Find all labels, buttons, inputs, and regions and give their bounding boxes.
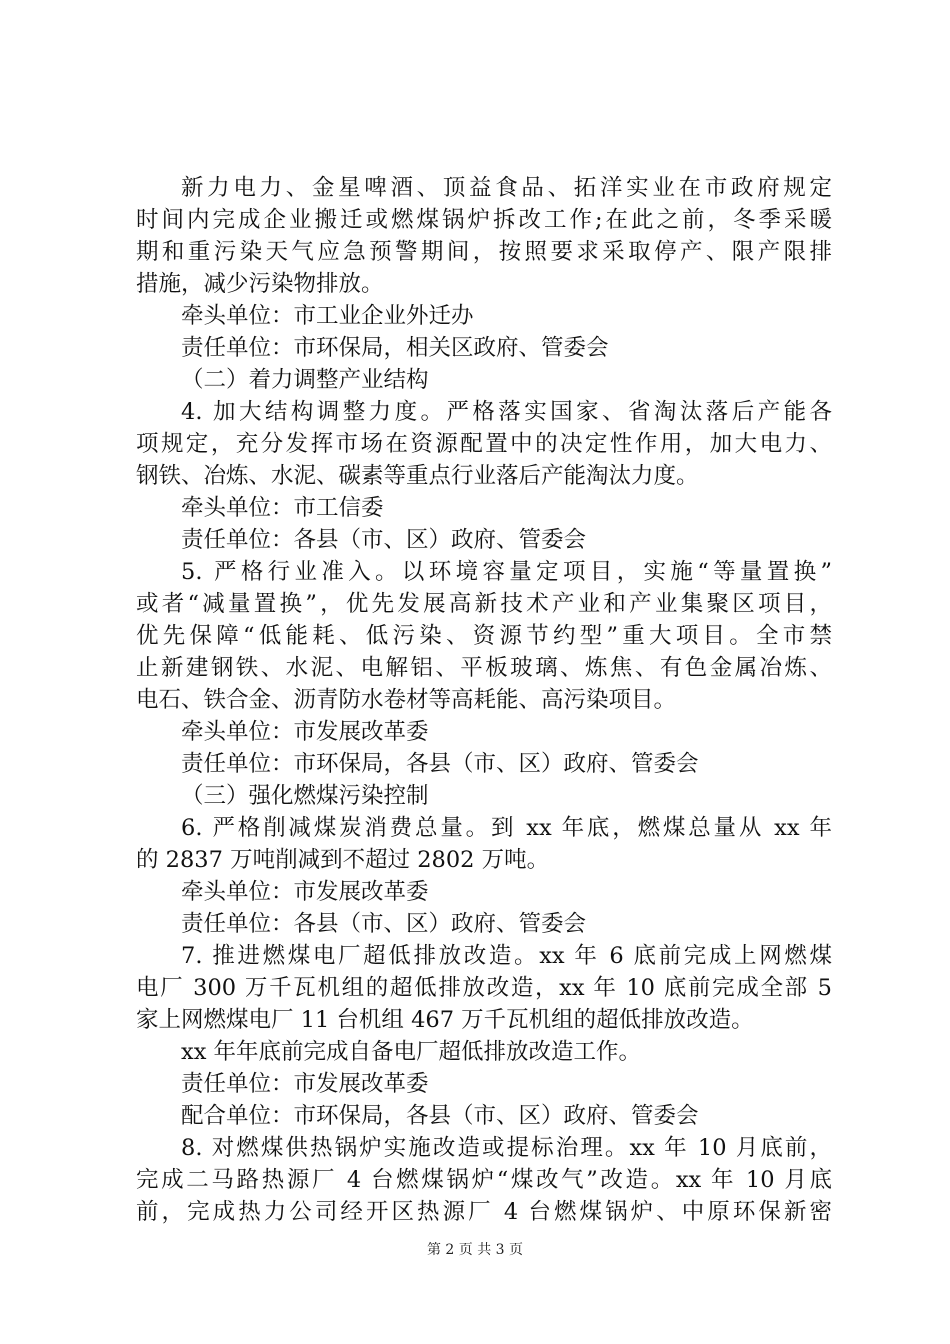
text-line: 家上网燃煤电厂 11 台机组 467 万千瓦机组的超低排放改造。 bbox=[136, 1007, 754, 1033]
text-line: 止新建钢铁、水泥、电解铝、平板玻璃、炼焦、有色金属冶炼、 bbox=[136, 655, 832, 681]
text-line: 牵头单位：市发展改革委 bbox=[181, 879, 429, 905]
text-line: 牵头单位：市发展改革委 bbox=[181, 719, 429, 745]
text-line: （三）强化燃煤污染控制 bbox=[181, 783, 429, 809]
text-line: 钢铁、冶炼、水泥、碳素等重点行业落后产能淘汰力度。 bbox=[136, 463, 699, 489]
text-line: 期和重污染天气应急预警期间，按照要求采取停产、限产限排 bbox=[136, 239, 832, 265]
page-footer: 第 2 页 共 3 页 bbox=[426, 1242, 524, 1258]
text-line: 责任单位：各县（市、区）政府、管委会 bbox=[181, 911, 587, 937]
text-line: 4. 加大结构调整力度。严格落实国家、省淘汰落后产能各 bbox=[181, 399, 832, 425]
text-line: 电厂 300 万千瓦机组的超低排放改造，xx 年 10 底前完成全部 5 bbox=[136, 975, 832, 1001]
text-line: 或者“减量置换”，优先发展高新技术产业和产业集聚区项目， bbox=[136, 591, 832, 617]
text-line: 责任单位：市发展改革委 bbox=[181, 1071, 429, 1097]
text-line: 责任单位：市环保局，相关区政府、管委会 bbox=[181, 335, 609, 361]
text-line: 6. 严格削减煤炭消费总量。到 xx 年底，燃煤总量从 xx 年 bbox=[181, 815, 832, 841]
text-line: 的 2837 万吨削减到不超过 2802 万吨。 bbox=[136, 847, 550, 873]
text-line: （二）着力调整产业结构 bbox=[181, 367, 429, 393]
text-line: 牵头单位：市工业企业外迁办 bbox=[181, 303, 474, 329]
text-line: 牵头单位：市工信委 bbox=[181, 495, 384, 521]
text-line: 新力电力、金星啤酒、顶益食品、拓洋实业在市政府规定 bbox=[181, 175, 832, 201]
text-line: 责任单位：市环保局，各县（市、区）政府、管委会 bbox=[181, 751, 699, 777]
text-line: 优先保障“低能耗、低污染、资源节约型”重大项目。全市禁 bbox=[136, 623, 832, 649]
text-line: 配合单位：市环保局，各县（市、区）政府、管委会 bbox=[181, 1103, 699, 1129]
text-line: 5. 严格行业准入。以环境容量定项目，实施“等量置换” bbox=[181, 559, 832, 585]
text-line: 责任单位：各县（市、区）政府、管委会 bbox=[181, 527, 587, 553]
text-line: 电石、铁合金、沥青防水卷材等高耗能、高污染项目。 bbox=[136, 687, 677, 713]
text-line: 完成二马路热源厂 4 台燃煤锅炉“煤改气”改造。xx 年 10 月底 bbox=[136, 1167, 832, 1193]
document-body bbox=[136, 172, 832, 1228]
text-line: 7. 推进燃煤电厂超低排放改造。xx 年 6 底前完成上网燃煤 bbox=[181, 943, 832, 969]
text-line: 8. 对燃煤供热锅炉实施改造或提标治理。xx 年 10 月底前， bbox=[181, 1135, 832, 1161]
text-line: 前，完成热力公司经开区热源厂 4 台燃煤锅炉、中原环保新密 bbox=[136, 1199, 832, 1225]
text-line: 措施，减少污染物排放。 bbox=[136, 271, 384, 297]
text-line: 时间内完成企业搬迁或燃煤锅炉拆改工作;在此之前，冬季采暖 bbox=[136, 207, 832, 233]
text-line: xx 年年底前完成自备电厂超低排放改造工作。 bbox=[181, 1039, 642, 1065]
text-line: 项规定，充分发挥市场在资源配置中的决定性作用，加大电力、 bbox=[136, 431, 832, 457]
